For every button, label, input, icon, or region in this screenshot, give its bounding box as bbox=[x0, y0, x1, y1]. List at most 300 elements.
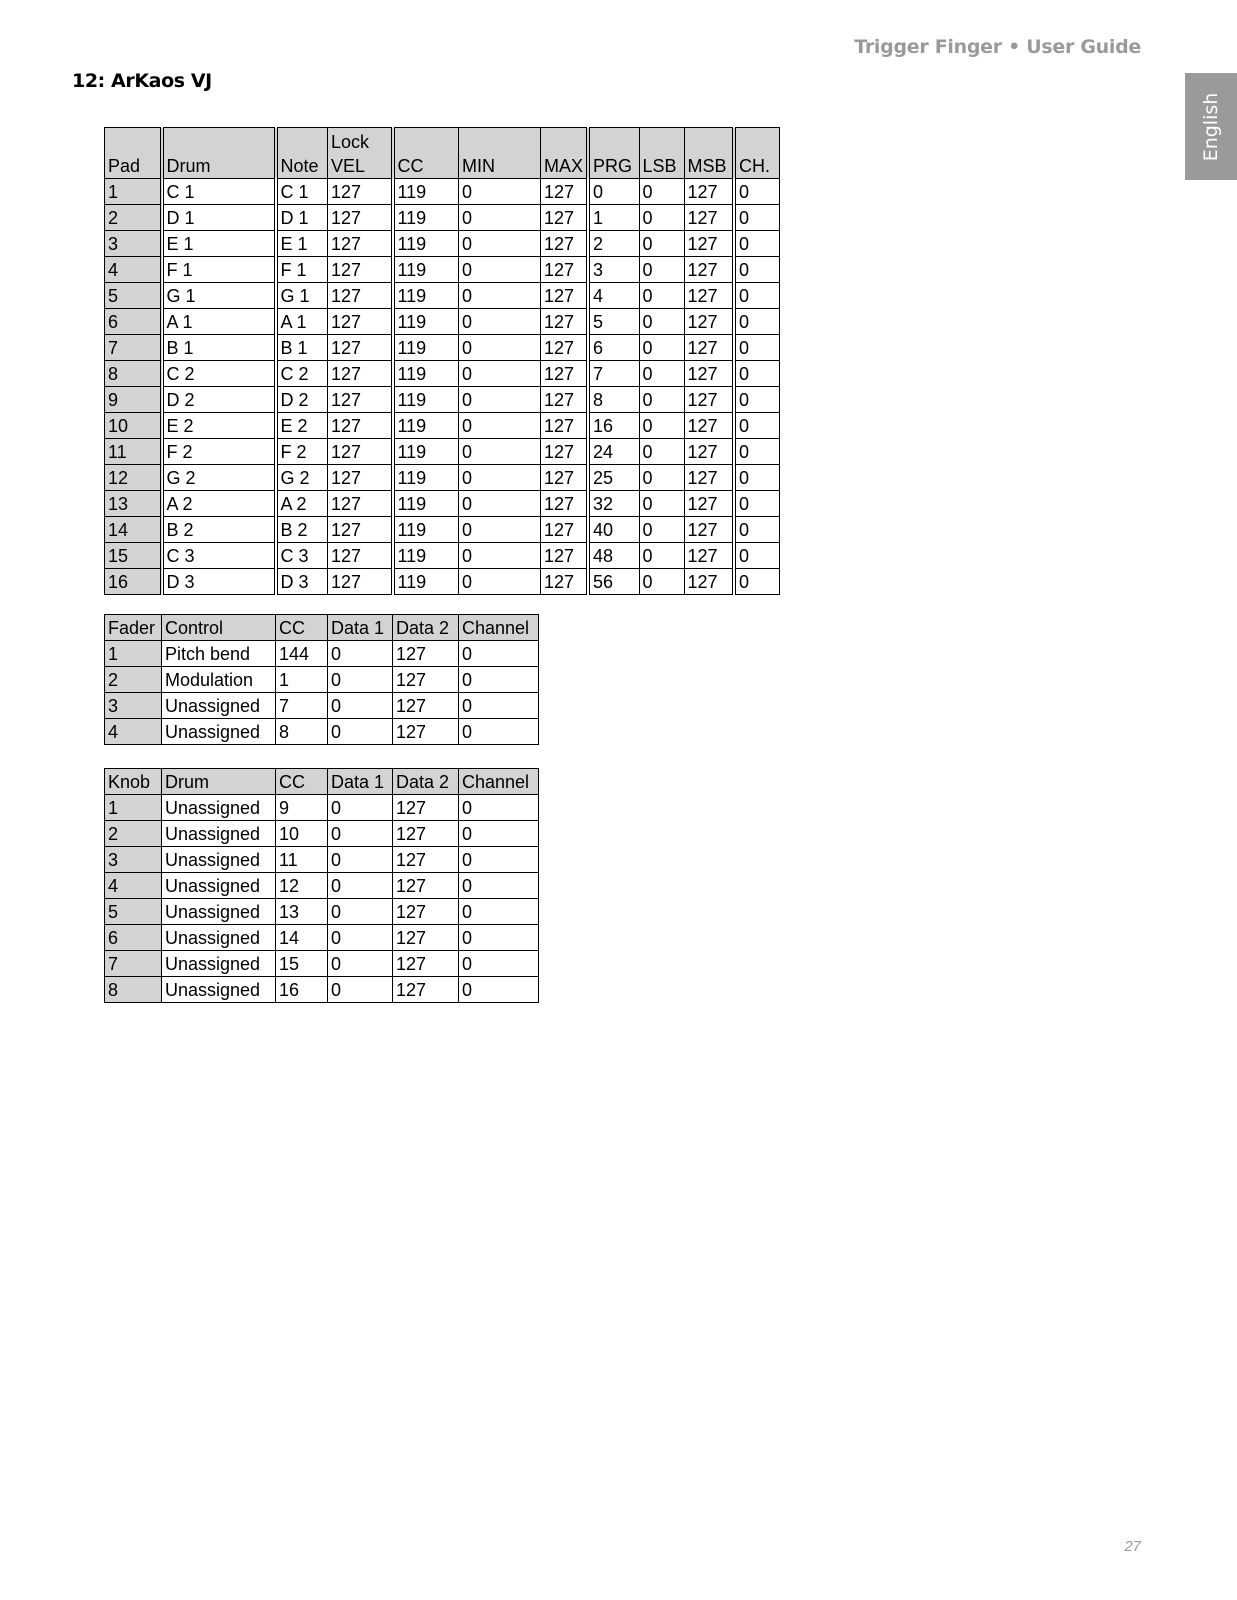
table-cell: 7 bbox=[588, 361, 639, 387]
table-cell: 4 bbox=[105, 719, 162, 745]
table-cell: A 2 bbox=[276, 491, 328, 517]
table-cell: 0 bbox=[459, 873, 539, 899]
table-cell: 0 bbox=[734, 309, 779, 335]
table-row bbox=[105, 719, 539, 745]
table-cell: 0 bbox=[639, 335, 684, 361]
table-cell: 127 bbox=[328, 491, 393, 517]
table-cell: Unassigned bbox=[162, 925, 276, 951]
table-cell: 10 bbox=[276, 821, 328, 847]
table-cell: 8 bbox=[105, 977, 162, 1003]
table-cell: 0 bbox=[328, 951, 393, 977]
table-cell: Unassigned bbox=[162, 899, 276, 925]
table-cell: 2 bbox=[105, 205, 162, 231]
table-cell: 127 bbox=[541, 335, 589, 361]
table-cell: 127 bbox=[684, 335, 734, 361]
table-cell: Unassigned bbox=[162, 847, 276, 873]
pad-table-header-row bbox=[105, 128, 780, 179]
table-cell: 127 bbox=[541, 283, 589, 309]
table-cell: 5 bbox=[105, 283, 162, 309]
table-cell: E 2 bbox=[276, 413, 328, 439]
table-cell: 1 bbox=[105, 795, 162, 821]
table-cell: 127 bbox=[541, 309, 589, 335]
table-row bbox=[105, 569, 780, 595]
table-cell: 0 bbox=[639, 465, 684, 491]
table-cell: 119 bbox=[393, 569, 459, 595]
table-cell: 13 bbox=[105, 491, 162, 517]
table-cell: 119 bbox=[393, 257, 459, 283]
table-cell: 0 bbox=[459, 543, 541, 569]
table-cell: 0 bbox=[459, 641, 539, 667]
table-row bbox=[105, 335, 780, 361]
table-cell: 127 bbox=[541, 179, 589, 205]
table-row bbox=[105, 179, 780, 205]
table-cell: 119 bbox=[393, 517, 459, 543]
table-cell: 0 bbox=[734, 387, 779, 413]
table-cell: 127 bbox=[541, 257, 589, 283]
table-row bbox=[105, 283, 780, 309]
table-cell: 127 bbox=[684, 205, 734, 231]
table-cell: 144 bbox=[276, 641, 328, 667]
table-cell: 15 bbox=[276, 951, 328, 977]
table-cell: 127 bbox=[684, 387, 734, 413]
table-cell: 0 bbox=[734, 283, 779, 309]
table-cell: 0 bbox=[734, 439, 779, 465]
knob-table-header-cell: Knob bbox=[105, 769, 162, 795]
table-cell: 127 bbox=[393, 951, 459, 977]
table-cell: 0 bbox=[328, 899, 393, 925]
table-cell: 127 bbox=[393, 977, 459, 1003]
table-row bbox=[105, 257, 780, 283]
table-cell: Unassigned bbox=[162, 693, 276, 719]
table-cell: 12 bbox=[276, 873, 328, 899]
table-cell: 56 bbox=[588, 569, 639, 595]
table-cell: 1 bbox=[105, 179, 162, 205]
table-cell: 0 bbox=[734, 413, 779, 439]
table-cell: 0 bbox=[459, 257, 541, 283]
table-cell: 0 bbox=[639, 257, 684, 283]
table-cell: 4 bbox=[105, 257, 162, 283]
table-cell: 13 bbox=[276, 899, 328, 925]
table-cell: F 1 bbox=[276, 257, 328, 283]
pad-table-header-cell: LSB bbox=[639, 128, 684, 179]
table-cell: 0 bbox=[639, 413, 684, 439]
table-cell: 0 bbox=[328, 641, 393, 667]
table-cell: 12 bbox=[105, 465, 162, 491]
table-cell: 0 bbox=[459, 821, 539, 847]
table-cell: 119 bbox=[393, 309, 459, 335]
table-cell: 16 bbox=[105, 569, 162, 595]
fader-table-header-cell: Fader bbox=[105, 615, 162, 641]
table-cell: A 1 bbox=[162, 309, 276, 335]
table-cell: 127 bbox=[393, 667, 459, 693]
table-cell: 127 bbox=[541, 413, 589, 439]
table-cell: 0 bbox=[734, 257, 779, 283]
table-cell: 1 bbox=[105, 641, 162, 667]
table-cell: 0 bbox=[459, 719, 539, 745]
table-cell: C 1 bbox=[162, 179, 276, 205]
table-cell: 127 bbox=[684, 413, 734, 439]
table-cell: F 1 bbox=[162, 257, 276, 283]
table-cell: C 3 bbox=[162, 543, 276, 569]
table-cell: E 2 bbox=[162, 413, 276, 439]
section-title: 12: ArKaos VJ bbox=[72, 70, 212, 92]
table-cell: 127 bbox=[541, 205, 589, 231]
table-cell: 119 bbox=[393, 465, 459, 491]
pad-table-header-cell: MAX bbox=[541, 128, 589, 179]
page-number: 27 bbox=[1124, 1538, 1141, 1555]
table-cell: 40 bbox=[588, 517, 639, 543]
pad-table-header-cell: MSB bbox=[684, 128, 734, 179]
table-cell: 0 bbox=[459, 491, 541, 517]
table-cell: 1 bbox=[588, 205, 639, 231]
table-cell: E 1 bbox=[162, 231, 276, 257]
table-cell: 127 bbox=[684, 465, 734, 491]
table-cell: 0 bbox=[459, 847, 539, 873]
table-row bbox=[105, 873, 539, 899]
table-row bbox=[105, 439, 780, 465]
table-cell: 0 bbox=[459, 179, 541, 205]
table-cell: 3 bbox=[105, 847, 162, 873]
knob-table-header-cell: CC bbox=[276, 769, 328, 795]
table-cell: 127 bbox=[328, 361, 393, 387]
table-cell: 0 bbox=[328, 925, 393, 951]
table-cell: Unassigned bbox=[162, 977, 276, 1003]
pad-table-header-cell: Drum bbox=[162, 128, 276, 179]
table-cell: 119 bbox=[393, 543, 459, 569]
table-cell: A 2 bbox=[162, 491, 276, 517]
table-cell: 0 bbox=[459, 977, 539, 1003]
table-cell: 127 bbox=[541, 491, 589, 517]
table-cell: 0 bbox=[459, 205, 541, 231]
knob-table-header-row bbox=[105, 769, 539, 795]
header-title: Trigger Finger • User Guide bbox=[854, 36, 1141, 58]
table-cell: Unassigned bbox=[162, 719, 276, 745]
table-cell: 127 bbox=[328, 543, 393, 569]
table-cell: 0 bbox=[734, 361, 779, 387]
table-row bbox=[105, 899, 539, 925]
table-cell: 0 bbox=[459, 517, 541, 543]
table-cell: 119 bbox=[393, 205, 459, 231]
table-cell: 0 bbox=[328, 667, 393, 693]
table-cell: 2 bbox=[105, 821, 162, 847]
pad-table-header-cell: Pad bbox=[105, 128, 162, 179]
table-cell: 127 bbox=[328, 283, 393, 309]
table-cell: B 1 bbox=[162, 335, 276, 361]
table-cell: 32 bbox=[588, 491, 639, 517]
table-row bbox=[105, 465, 780, 491]
table-cell: D 3 bbox=[162, 569, 276, 595]
table-cell: 119 bbox=[393, 413, 459, 439]
table-row bbox=[105, 693, 539, 719]
table-cell: C 2 bbox=[162, 361, 276, 387]
table-row bbox=[105, 413, 780, 439]
table-cell: 127 bbox=[393, 795, 459, 821]
table-cell: 8 bbox=[105, 361, 162, 387]
knob-table-header-cell: Drum bbox=[162, 769, 276, 795]
language-tab-label: English bbox=[1200, 92, 1222, 161]
table-cell: 3 bbox=[105, 231, 162, 257]
table-cell: D 2 bbox=[276, 387, 328, 413]
table-cell: 127 bbox=[328, 413, 393, 439]
table-row bbox=[105, 821, 539, 847]
knob-table-header-cell: Channel bbox=[459, 769, 539, 795]
table-cell: 127 bbox=[541, 361, 589, 387]
table-row bbox=[105, 925, 539, 951]
table-cell: 127 bbox=[328, 335, 393, 361]
table-cell: 4 bbox=[588, 283, 639, 309]
table-cell: Unassigned bbox=[162, 821, 276, 847]
table-cell: Unassigned bbox=[162, 873, 276, 899]
table-cell: 5 bbox=[588, 309, 639, 335]
table-cell: 127 bbox=[684, 439, 734, 465]
table-cell: 0 bbox=[639, 283, 684, 309]
table-cell: 127 bbox=[684, 231, 734, 257]
table-row bbox=[105, 387, 780, 413]
table-cell: 5 bbox=[105, 899, 162, 925]
table-cell: 25 bbox=[588, 465, 639, 491]
table-cell: 0 bbox=[459, 667, 539, 693]
table-cell: 6 bbox=[105, 925, 162, 951]
table-cell: 0 bbox=[639, 231, 684, 257]
table-cell: 0 bbox=[459, 795, 539, 821]
table-cell: 16 bbox=[588, 413, 639, 439]
table-cell: 24 bbox=[588, 439, 639, 465]
table-cell: 127 bbox=[684, 257, 734, 283]
table-cell: 119 bbox=[393, 179, 459, 205]
table-cell: 8 bbox=[276, 719, 328, 745]
pad-table-header-cell: CH. bbox=[734, 128, 779, 179]
table-cell: 127 bbox=[328, 179, 393, 205]
table-cell: 127 bbox=[328, 387, 393, 413]
table-cell: 2 bbox=[588, 231, 639, 257]
table-row bbox=[105, 231, 780, 257]
table-row bbox=[105, 951, 539, 977]
fader-table-header-cell: Data 1 bbox=[328, 615, 393, 641]
table-cell: 0 bbox=[459, 693, 539, 719]
table-cell: 127 bbox=[393, 847, 459, 873]
table-cell: 127 bbox=[684, 179, 734, 205]
table-cell: 3 bbox=[588, 257, 639, 283]
table-cell: 127 bbox=[393, 821, 459, 847]
table-cell: 127 bbox=[684, 283, 734, 309]
table-cell: 127 bbox=[328, 231, 393, 257]
table-cell: 0 bbox=[328, 873, 393, 899]
fader-table-header-row bbox=[105, 615, 539, 641]
table-cell: 7 bbox=[276, 693, 328, 719]
table-row bbox=[105, 641, 539, 667]
table-cell: B 1 bbox=[276, 335, 328, 361]
table-cell: 7 bbox=[105, 335, 162, 361]
fader-table-header-cell: CC bbox=[276, 615, 328, 641]
table-cell: 127 bbox=[393, 899, 459, 925]
table-cell: 127 bbox=[328, 465, 393, 491]
table-cell: 119 bbox=[393, 361, 459, 387]
knob-table-header-cell: Data 1 bbox=[328, 769, 393, 795]
table-cell: 127 bbox=[684, 569, 734, 595]
table-row bbox=[105, 517, 780, 543]
table-cell: 0 bbox=[459, 283, 541, 309]
table-cell: 16 bbox=[276, 977, 328, 1003]
table-cell: 0 bbox=[734, 205, 779, 231]
table-cell: 0 bbox=[734, 465, 779, 491]
table-cell: 0 bbox=[639, 517, 684, 543]
table-cell: 11 bbox=[276, 847, 328, 873]
table-cell: 2 bbox=[105, 667, 162, 693]
table-cell: D 1 bbox=[276, 205, 328, 231]
table-cell: 0 bbox=[459, 899, 539, 925]
table-cell: 0 bbox=[328, 795, 393, 821]
pad-table-header-cell: Lock VEL bbox=[328, 128, 393, 179]
table-cell: 119 bbox=[393, 283, 459, 309]
table-cell: Unassigned bbox=[162, 951, 276, 977]
table-cell: 127 bbox=[328, 309, 393, 335]
table-cell: 119 bbox=[393, 231, 459, 257]
table-cell: E 1 bbox=[276, 231, 328, 257]
table-row bbox=[105, 795, 539, 821]
fader-table-header-cell: Data 2 bbox=[393, 615, 459, 641]
table-cell: 14 bbox=[276, 925, 328, 951]
table-cell: 6 bbox=[588, 335, 639, 361]
table-cell: 127 bbox=[328, 569, 393, 595]
table-cell: 127 bbox=[541, 543, 589, 569]
table-cell: 0 bbox=[459, 465, 541, 491]
table-cell: 119 bbox=[393, 335, 459, 361]
table-cell: 0 bbox=[459, 439, 541, 465]
table-cell: 0 bbox=[734, 543, 779, 569]
table-cell: 127 bbox=[541, 439, 589, 465]
table-cell: 119 bbox=[393, 491, 459, 517]
pad-table-header-cell: PRG bbox=[588, 128, 639, 179]
table-row bbox=[105, 667, 539, 693]
table-cell: 0 bbox=[639, 179, 684, 205]
table-cell: D 2 bbox=[162, 387, 276, 413]
table-row bbox=[105, 205, 780, 231]
knob-table bbox=[104, 768, 539, 1003]
pad-table-header-cell: CC bbox=[393, 128, 459, 179]
fader-table-header-cell: Channel bbox=[459, 615, 539, 641]
table-cell: 15 bbox=[105, 543, 162, 569]
table-row bbox=[105, 309, 780, 335]
table-cell: B 2 bbox=[276, 517, 328, 543]
pad-table bbox=[104, 127, 780, 595]
table-cell: 127 bbox=[684, 309, 734, 335]
table-cell: 0 bbox=[734, 231, 779, 257]
fader-table-header-cell: Control bbox=[162, 615, 276, 641]
table-cell: 0 bbox=[459, 569, 541, 595]
table-cell: 127 bbox=[541, 465, 589, 491]
table-cell: 11 bbox=[105, 439, 162, 465]
table-cell: 0 bbox=[588, 179, 639, 205]
table-cell: 0 bbox=[734, 569, 779, 595]
table-row bbox=[105, 361, 780, 387]
table-cell: 127 bbox=[684, 361, 734, 387]
table-cell: 127 bbox=[328, 205, 393, 231]
table-cell: 0 bbox=[459, 309, 541, 335]
table-cell: 0 bbox=[459, 925, 539, 951]
table-cell: 127 bbox=[684, 517, 734, 543]
table-cell: 0 bbox=[459, 413, 541, 439]
table-cell: 127 bbox=[541, 517, 589, 543]
table-cell: 0 bbox=[639, 491, 684, 517]
language-tab[interactable] bbox=[1185, 73, 1237, 180]
table-row bbox=[105, 491, 780, 517]
table-cell: 0 bbox=[328, 821, 393, 847]
table-cell: 0 bbox=[328, 847, 393, 873]
table-row bbox=[105, 543, 780, 569]
table-cell: 119 bbox=[393, 439, 459, 465]
table-cell: F 2 bbox=[162, 439, 276, 465]
table-cell: D 3 bbox=[276, 569, 328, 595]
table-cell: 10 bbox=[105, 413, 162, 439]
table-cell: B 2 bbox=[162, 517, 276, 543]
table-cell: 0 bbox=[639, 205, 684, 231]
table-row bbox=[105, 977, 539, 1003]
table-cell: C 3 bbox=[276, 543, 328, 569]
table-cell: 0 bbox=[639, 439, 684, 465]
table-cell: 127 bbox=[541, 387, 589, 413]
table-cell: 127 bbox=[393, 719, 459, 745]
fader-table bbox=[104, 614, 539, 745]
table-cell: C 2 bbox=[276, 361, 328, 387]
table-cell: 127 bbox=[393, 693, 459, 719]
table-cell: 127 bbox=[684, 491, 734, 517]
table-cell: 0 bbox=[734, 491, 779, 517]
table-cell: 127 bbox=[393, 641, 459, 667]
table-cell: 14 bbox=[105, 517, 162, 543]
table-cell: 127 bbox=[328, 439, 393, 465]
pad-table-header-cell: MIN bbox=[459, 128, 541, 179]
table-cell: 0 bbox=[459, 231, 541, 257]
table-cell: 127 bbox=[393, 873, 459, 899]
pad-table-header-cell: Note bbox=[276, 128, 328, 179]
table-cell: Modulation bbox=[162, 667, 276, 693]
table-cell: 0 bbox=[459, 951, 539, 977]
table-cell: 0 bbox=[734, 335, 779, 361]
table-cell: 127 bbox=[541, 569, 589, 595]
table-cell: 127 bbox=[328, 517, 393, 543]
table-cell: A 1 bbox=[276, 309, 328, 335]
table-cell: 9 bbox=[276, 795, 328, 821]
table-cell: 0 bbox=[639, 309, 684, 335]
table-cell: 0 bbox=[328, 977, 393, 1003]
table-cell: G 1 bbox=[162, 283, 276, 309]
table-cell: 0 bbox=[459, 335, 541, 361]
table-cell: 127 bbox=[393, 925, 459, 951]
table-cell: Unassigned bbox=[162, 795, 276, 821]
knob-table-header-cell: Data 2 bbox=[393, 769, 459, 795]
table-cell: 127 bbox=[541, 231, 589, 257]
table-cell: 0 bbox=[734, 179, 779, 205]
table-cell: 3 bbox=[105, 693, 162, 719]
table-row bbox=[105, 847, 539, 873]
table-cell: 1 bbox=[276, 667, 328, 693]
table-cell: 127 bbox=[328, 257, 393, 283]
table-cell: 48 bbox=[588, 543, 639, 569]
table-cell: Pitch bend bbox=[162, 641, 276, 667]
table-cell: 0 bbox=[459, 361, 541, 387]
table-cell: 0 bbox=[639, 361, 684, 387]
table-cell: 0 bbox=[328, 719, 393, 745]
table-cell: D 1 bbox=[162, 205, 276, 231]
table-cell: 0 bbox=[459, 387, 541, 413]
table-cell: 9 bbox=[105, 387, 162, 413]
table-cell: 119 bbox=[393, 387, 459, 413]
table-cell: 0 bbox=[639, 387, 684, 413]
table-cell: 0 bbox=[639, 543, 684, 569]
table-cell: G 2 bbox=[162, 465, 276, 491]
table-cell: 4 bbox=[105, 873, 162, 899]
table-cell: 0 bbox=[328, 693, 393, 719]
